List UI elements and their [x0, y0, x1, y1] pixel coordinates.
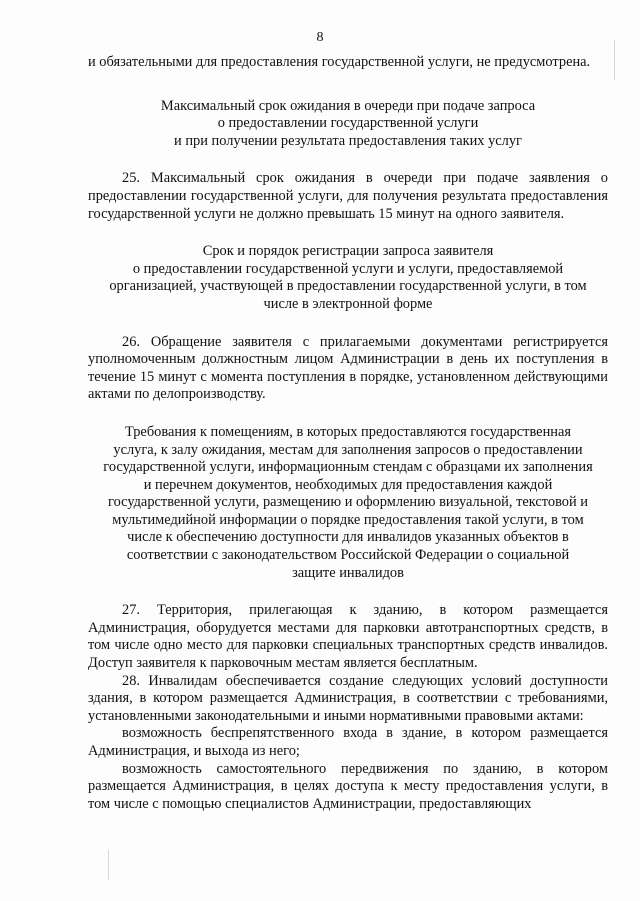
paragraph-25: 25. Максимальный срок ожидания в очереди при подаче заявления о предоставлении государственной услуги, для получения результата предоставления государственной услуги не должно превышать 15 минут на одного заявителя.	[88, 170, 608, 222]
heading-line: и при получении результата предоставления таких услуг	[174, 132, 522, 149]
heading-wait-time	[88, 98, 608, 151]
heading-line: государственной услуги, информационным стендам с образцами их заполнения	[103, 459, 593, 476]
heading-registration	[88, 243, 608, 313]
document-body	[88, 54, 608, 813]
heading-line: числе к обеспечению доступности для инвалидов указанных объектов в	[127, 529, 569, 546]
heading-line: о предоставлении государственной услуги и услуги, предоставляемой	[132, 260, 564, 277]
paragraph-28-item-2: возможность самостоятельного передвижения по зданию, в котором размещается Администрация, в целях доступа к месту предоставления услуги, в том числе с помощью специалистов Администрации, предоставляющих	[88, 760, 608, 812]
heading-line: и перечнем документов, необходимых для предоставления каждой	[143, 476, 553, 493]
heading-line: о предоставлении государственной услуги	[217, 115, 479, 132]
scan-edge-mark	[108, 850, 109, 880]
heading-line: Требования к помещениям, в которых предоставляются государственная	[125, 423, 571, 440]
heading-line: соответствии с законодательством Российской Федерации о социальной	[126, 547, 570, 564]
heading-line: Срок и порядок регистрации запроса заявителя	[202, 243, 494, 260]
heading-line: Максимальный срок ожидания в очереди при подаче запроса	[160, 97, 536, 114]
heading-line: организацией, участвующей в предоставлении государственной услуги, в том	[109, 278, 587, 295]
paragraph-28: 28. Инвалидам обеспечивается создание следующих условий доступности здания, в котором размещается Администрация, в соответствии с требованиями, установленными законодательными и иными нормативными правовыми актами:	[88, 672, 608, 724]
intro-continuation-paragraph: и обязательными для предоставления государственной услуги, не предусмотрена.	[88, 54, 591, 70]
heading-line: государственной услуги, размещению и оформлению визуальной, текстовой и	[108, 494, 588, 511]
paragraph-28-item-1: возможность беспрепятственного входа в здание, в котором размещается Администрация, и выхода из него;	[88, 725, 608, 759]
page-number: 8	[316, 30, 324, 45]
heading-line: числе в электронной форме	[263, 295, 433, 312]
heading-line: защите инвалидов	[292, 564, 404, 581]
scan-edge-mark	[614, 40, 615, 80]
heading-premises	[88, 424, 608, 582]
heading-line: услуга, к залу ожидания, местам для заполнения запросов о предоставлении	[113, 441, 583, 458]
paragraph-26: 26. Обращение заявителя с прилагаемыми документами регистрируется уполномоченным должностным лицом Администрации в день их поступления в течение 15 минут с момента поступления в порядке, установленном действующими актами по делопроизводству.	[88, 333, 608, 403]
heading-line: мультимедийной информации о порядке предоставления такой услуги, в том	[112, 511, 584, 528]
paragraph-27: 27. Территория, прилегающая к зданию, в котором размещается Администрация, оборудуется местами для парковки автотранспортных средств, в том числе одно место для парковки специальных транспортных средств инвалидов. Доступ заявителя к парковочным местам является бесплатным.	[88, 602, 608, 672]
